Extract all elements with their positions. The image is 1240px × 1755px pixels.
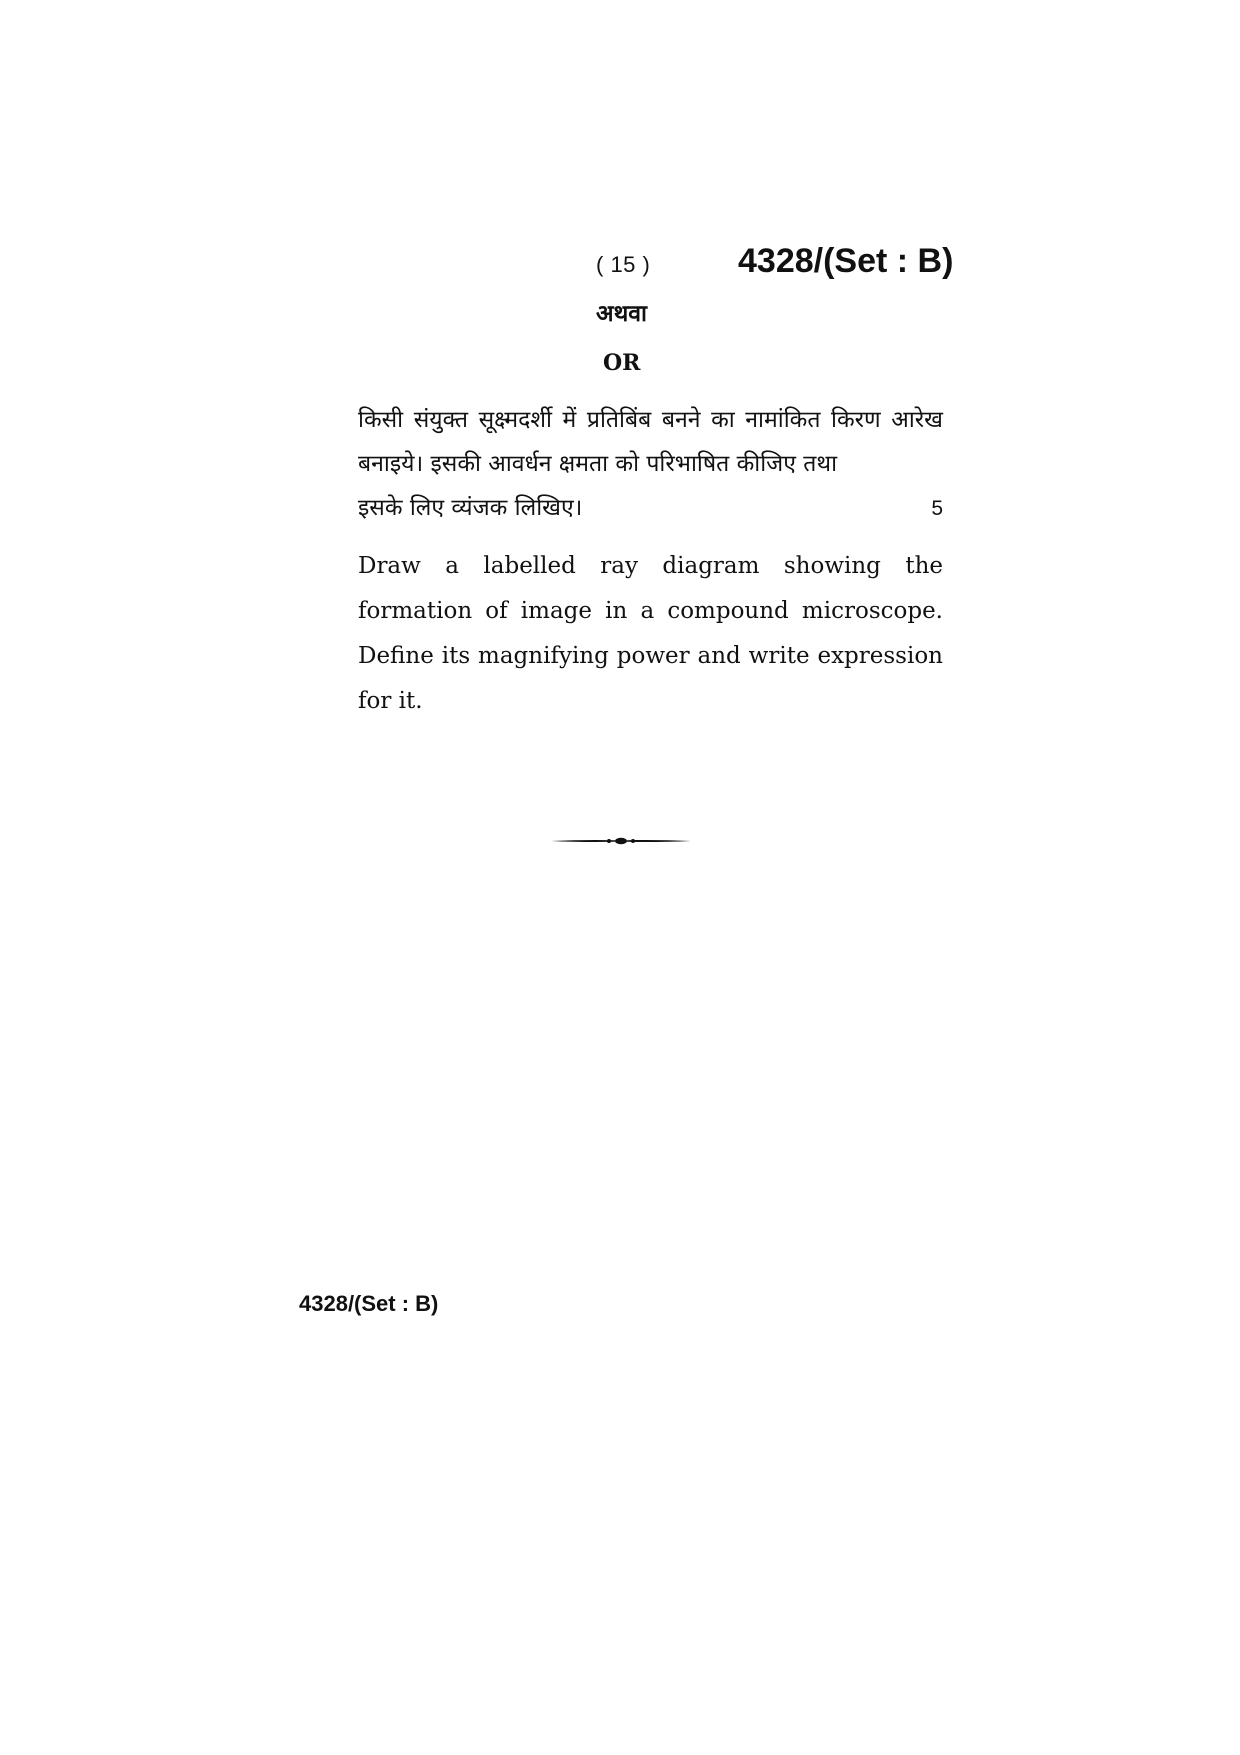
page-number: ( 15 ) [596, 252, 651, 277]
or-label-english: OR [603, 350, 641, 376]
question-hindi-last-line [358, 486, 943, 531]
question-english: Draw a labelled ray diagram showing the formation of image in a compound microscope. Define its magnifying power and write expression for it. [358, 553, 943, 714]
set-code-header: 4328/(Set : B) [738, 242, 954, 280]
or-label-hindi: अथवा [596, 301, 648, 327]
end-ornament-icon [549, 831, 693, 851]
question-hindi: किसी संयुक्त सूक्ष्मदर्शी में प्रतिबिंब बनने का नामांकित किरण आरेख बनाइये। इसकी आवर्धन क्षमता को परिभाषित कीजिए तथा [358, 407, 943, 477]
set-code-footer: 4328/(Set : B) [299, 1291, 439, 1316]
question-marks: 5 [931, 497, 943, 520]
question-hindi-end: इसके लिए व्यंजक लिखिए। [358, 495, 583, 521]
